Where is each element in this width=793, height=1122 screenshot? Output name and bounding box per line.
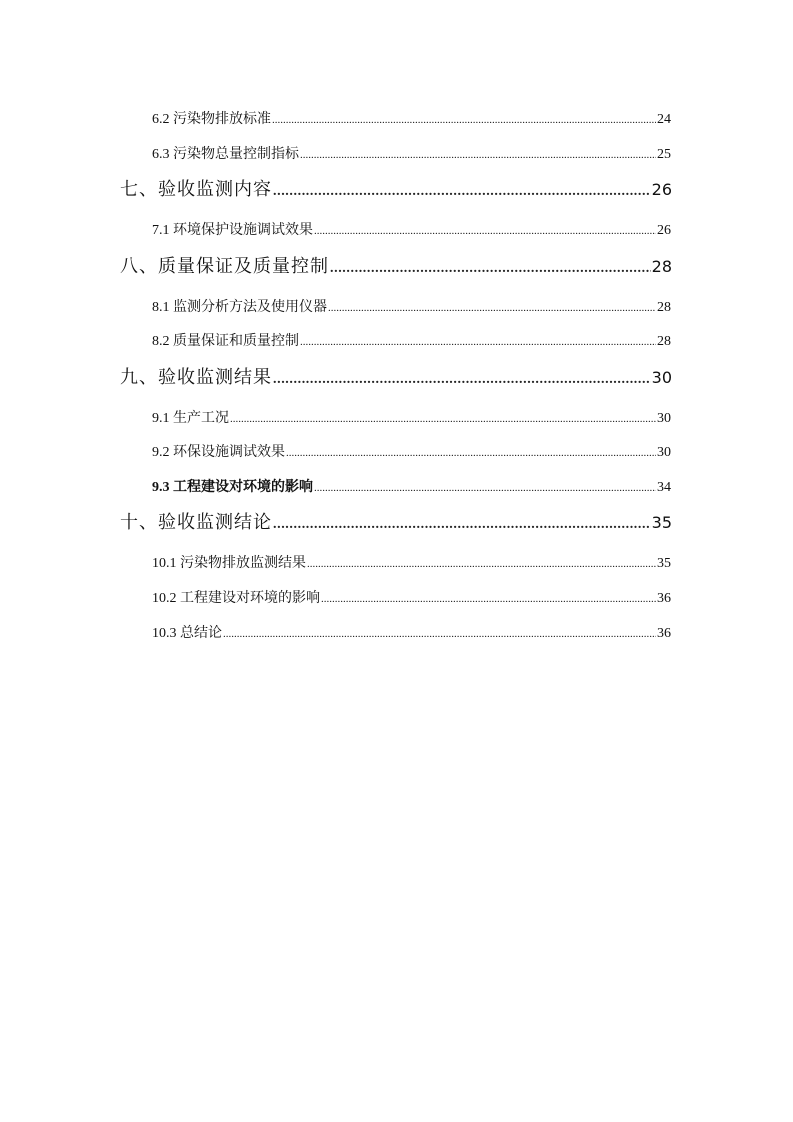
toc-entry-label: 10.2 工程建设对环境的影响 <box>152 591 320 606</box>
toc-entry-label: 6.2 污染物排放标准 <box>152 112 271 127</box>
toc-entry-9-2[interactable] <box>152 441 671 461</box>
toc-chapter-10[interactable] <box>120 508 672 534</box>
dot-leader <box>300 336 656 348</box>
toc-entry-label: 9.2 环保设施调试效果 <box>152 445 285 460</box>
dot-leader <box>314 482 656 494</box>
dot-leader <box>321 593 656 605</box>
toc-entry-label: 8.2 质量保证和质量控制 <box>152 334 299 349</box>
toc-entry-label: 7.1 环境保护设施调试效果 <box>152 223 313 238</box>
toc-page-number: 35 <box>651 513 672 532</box>
toc-entry-9-1[interactable] <box>152 407 671 427</box>
dot-leader <box>272 114 656 126</box>
toc-entry-8-2[interactable] <box>152 330 671 350</box>
toc-page-number: 28 <box>657 334 671 349</box>
toc-entry-6-3[interactable] <box>152 143 671 163</box>
dot-leader <box>223 628 656 640</box>
toc-entry-label: 9.3 工程建设对环境的影响 <box>152 480 313 495</box>
dot-leader <box>300 149 656 161</box>
toc-chapter-label: 八、质量保证及质量控制 <box>120 256 329 276</box>
toc-chapter-9[interactable] <box>120 363 672 389</box>
toc-entry-label: 9.1 生产工况 <box>152 411 229 426</box>
toc-entry-label: 10.3 总结论 <box>152 626 222 641</box>
toc-page-number: 35 <box>657 556 671 571</box>
toc-page-number: 30 <box>651 368 672 387</box>
toc-page-number: 28 <box>651 257 672 276</box>
toc-chapter-7[interactable] <box>120 175 672 201</box>
toc-entry-9-3[interactable] <box>152 476 671 496</box>
toc-entry-10-2[interactable] <box>152 587 671 607</box>
toc-chapter-label: 十、验收监测结论 <box>120 512 272 532</box>
toc-page-number: 26 <box>651 180 672 199</box>
toc-chapter-label: 九、验收监测结果 <box>120 367 272 387</box>
toc-entry-label: 8.1 监测分析方法及使用仪器 <box>152 300 327 315</box>
toc-page-number: 36 <box>657 591 671 606</box>
toc-chapter-label: 七、验收监测内容 <box>120 179 272 199</box>
toc-page-number: 26 <box>657 223 671 238</box>
dot-leader <box>273 372 651 388</box>
dot-leader <box>314 225 656 237</box>
toc-page-number: 36 <box>657 626 671 641</box>
toc-page-number: 34 <box>657 480 671 495</box>
dot-leader <box>307 558 656 570</box>
toc-page-number: 24 <box>657 112 671 127</box>
dot-leader <box>273 517 651 533</box>
toc-entry-10-3[interactable] <box>152 622 671 642</box>
dot-leader <box>328 302 656 314</box>
toc-entry-7-1[interactable] <box>152 219 671 239</box>
dot-leader <box>286 447 656 459</box>
toc-entry-6-2[interactable] <box>152 108 671 128</box>
toc-entry-8-1[interactable] <box>152 296 671 316</box>
toc-page-number: 30 <box>657 445 671 460</box>
toc-page-number: 28 <box>657 300 671 315</box>
toc-entry-10-1[interactable] <box>152 552 671 572</box>
toc-page-number: 30 <box>657 411 671 426</box>
toc-entry-label: 10.1 污染物排放监测结果 <box>152 556 306 571</box>
toc-chapter-8[interactable] <box>120 252 672 278</box>
dot-leader <box>230 413 656 425</box>
dot-leader <box>330 261 651 277</box>
toc-page-number: 25 <box>657 147 671 162</box>
toc-entry-label: 6.3 污染物总量控制指标 <box>152 147 299 162</box>
dot-leader <box>273 184 651 200</box>
